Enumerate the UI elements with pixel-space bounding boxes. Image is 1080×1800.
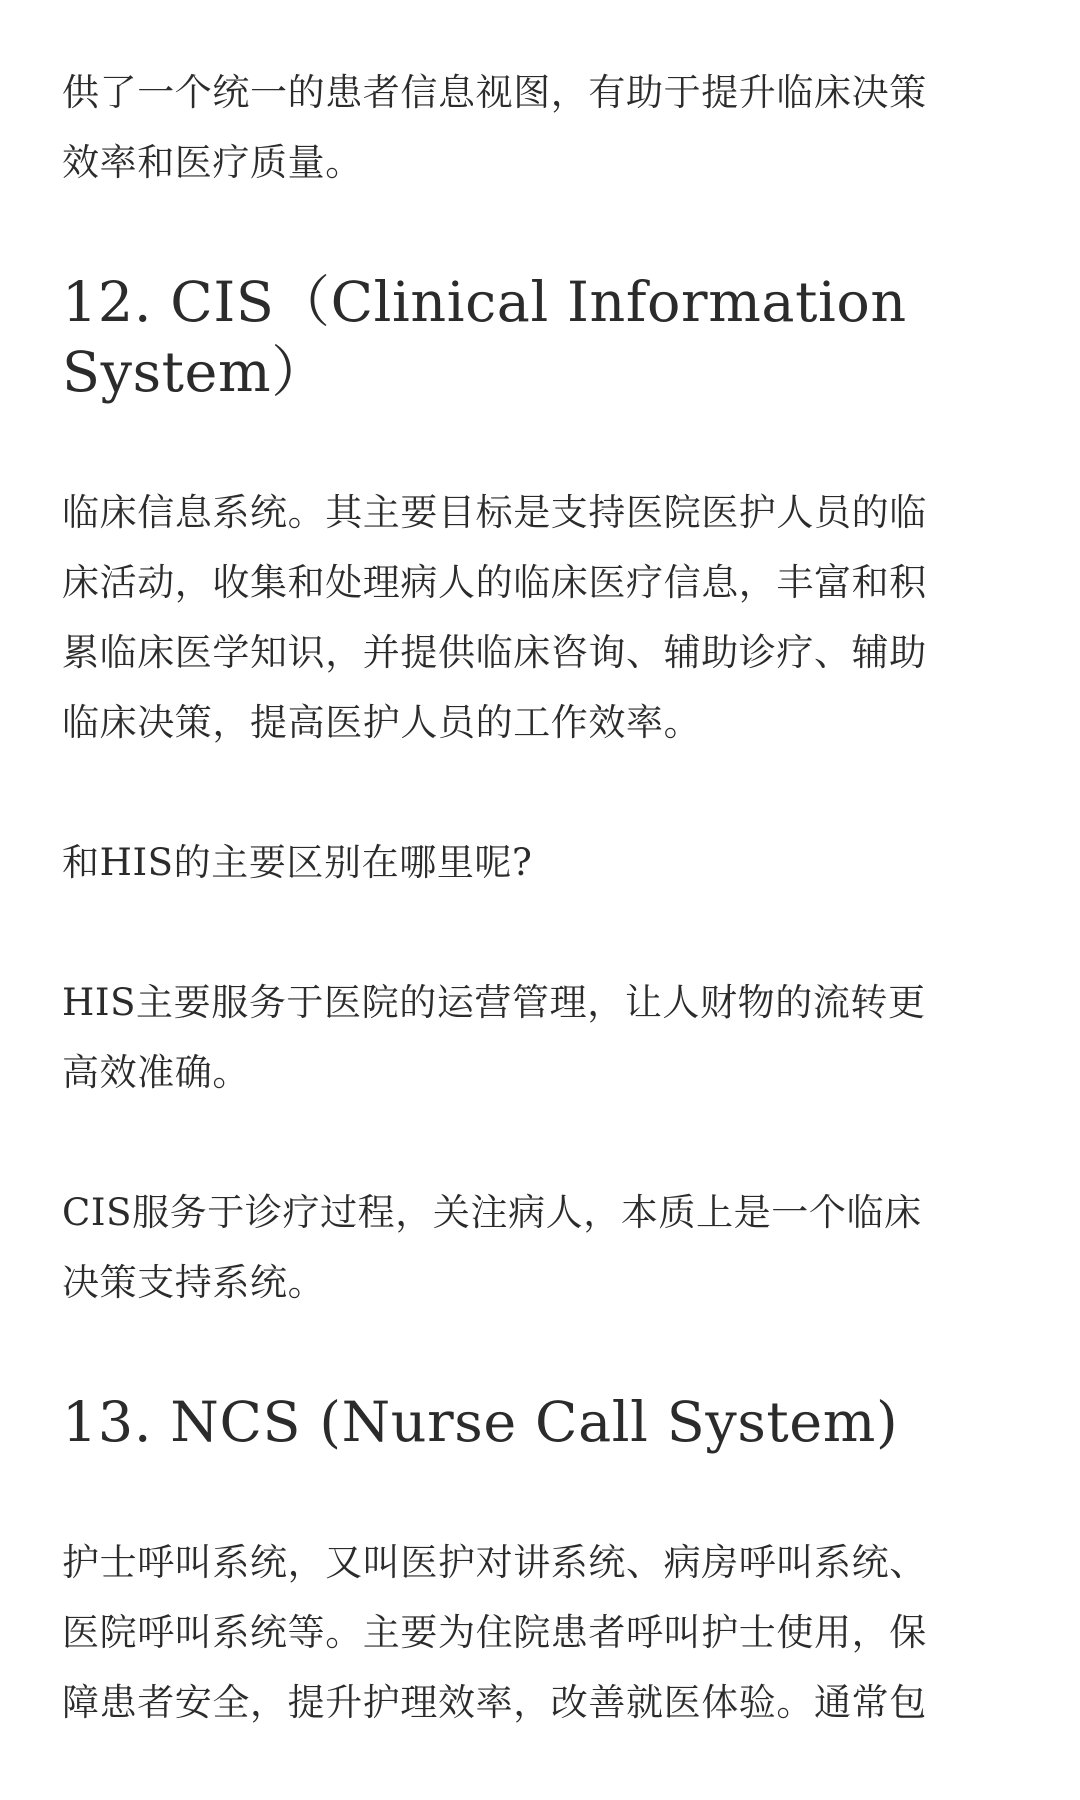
text-line: 床活动，收集和处理病人的临床医疗信息，丰富和积: [62, 561, 927, 604]
text-line: 供了一个统一的患者信息视图，有助于提升临床决策: [62, 71, 927, 114]
text-line: HIS主要服务于医院的运营管理，让人财物的流转更: [62, 981, 926, 1024]
text-line: 高效准确。: [62, 1051, 250, 1094]
comparison-question: [62, 828, 1018, 898]
text-line: 护士呼叫系统，又叫医护对讲系统、病房呼叫系统、: [62, 1541, 927, 1584]
section-13-heading: 13. NCS (Nurse Call System): [62, 1390, 899, 1455]
text-line: 累临床医学知识，并提供临床咨询、辅助诊疗、辅助: [62, 631, 927, 674]
text-line: 效率和医疗质量。: [62, 141, 363, 184]
cis-explanation: [62, 1178, 1018, 1318]
section-13-description: [62, 1528, 1018, 1738]
text-line: 临床决策，提高医护人员的工作效率。: [62, 701, 702, 744]
text-line: 障患者安全，提升护理效率，改善就医体验。通常包: [62, 1681, 927, 1724]
text-line: CIS服务于诊疗过程，关注病人，本质上是一个临床: [62, 1191, 922, 1234]
section-12-heading: 12. CIS（Clinical Information System）: [62, 270, 907, 405]
intro-paragraph: [62, 58, 1018, 198]
his-explanation: [62, 968, 1018, 1108]
text-line: 决策支持系统。: [62, 1261, 326, 1304]
text-line: 和HIS的主要区别在哪里呢?: [62, 841, 533, 884]
text-line: 医院呼叫系统等。主要为住院患者呼叫护士使用，保: [62, 1611, 927, 1654]
section-12-description: [62, 478, 1018, 758]
text-line: 临床信息系统。其主要目标是支持医院医护人员的临: [62, 491, 927, 534]
